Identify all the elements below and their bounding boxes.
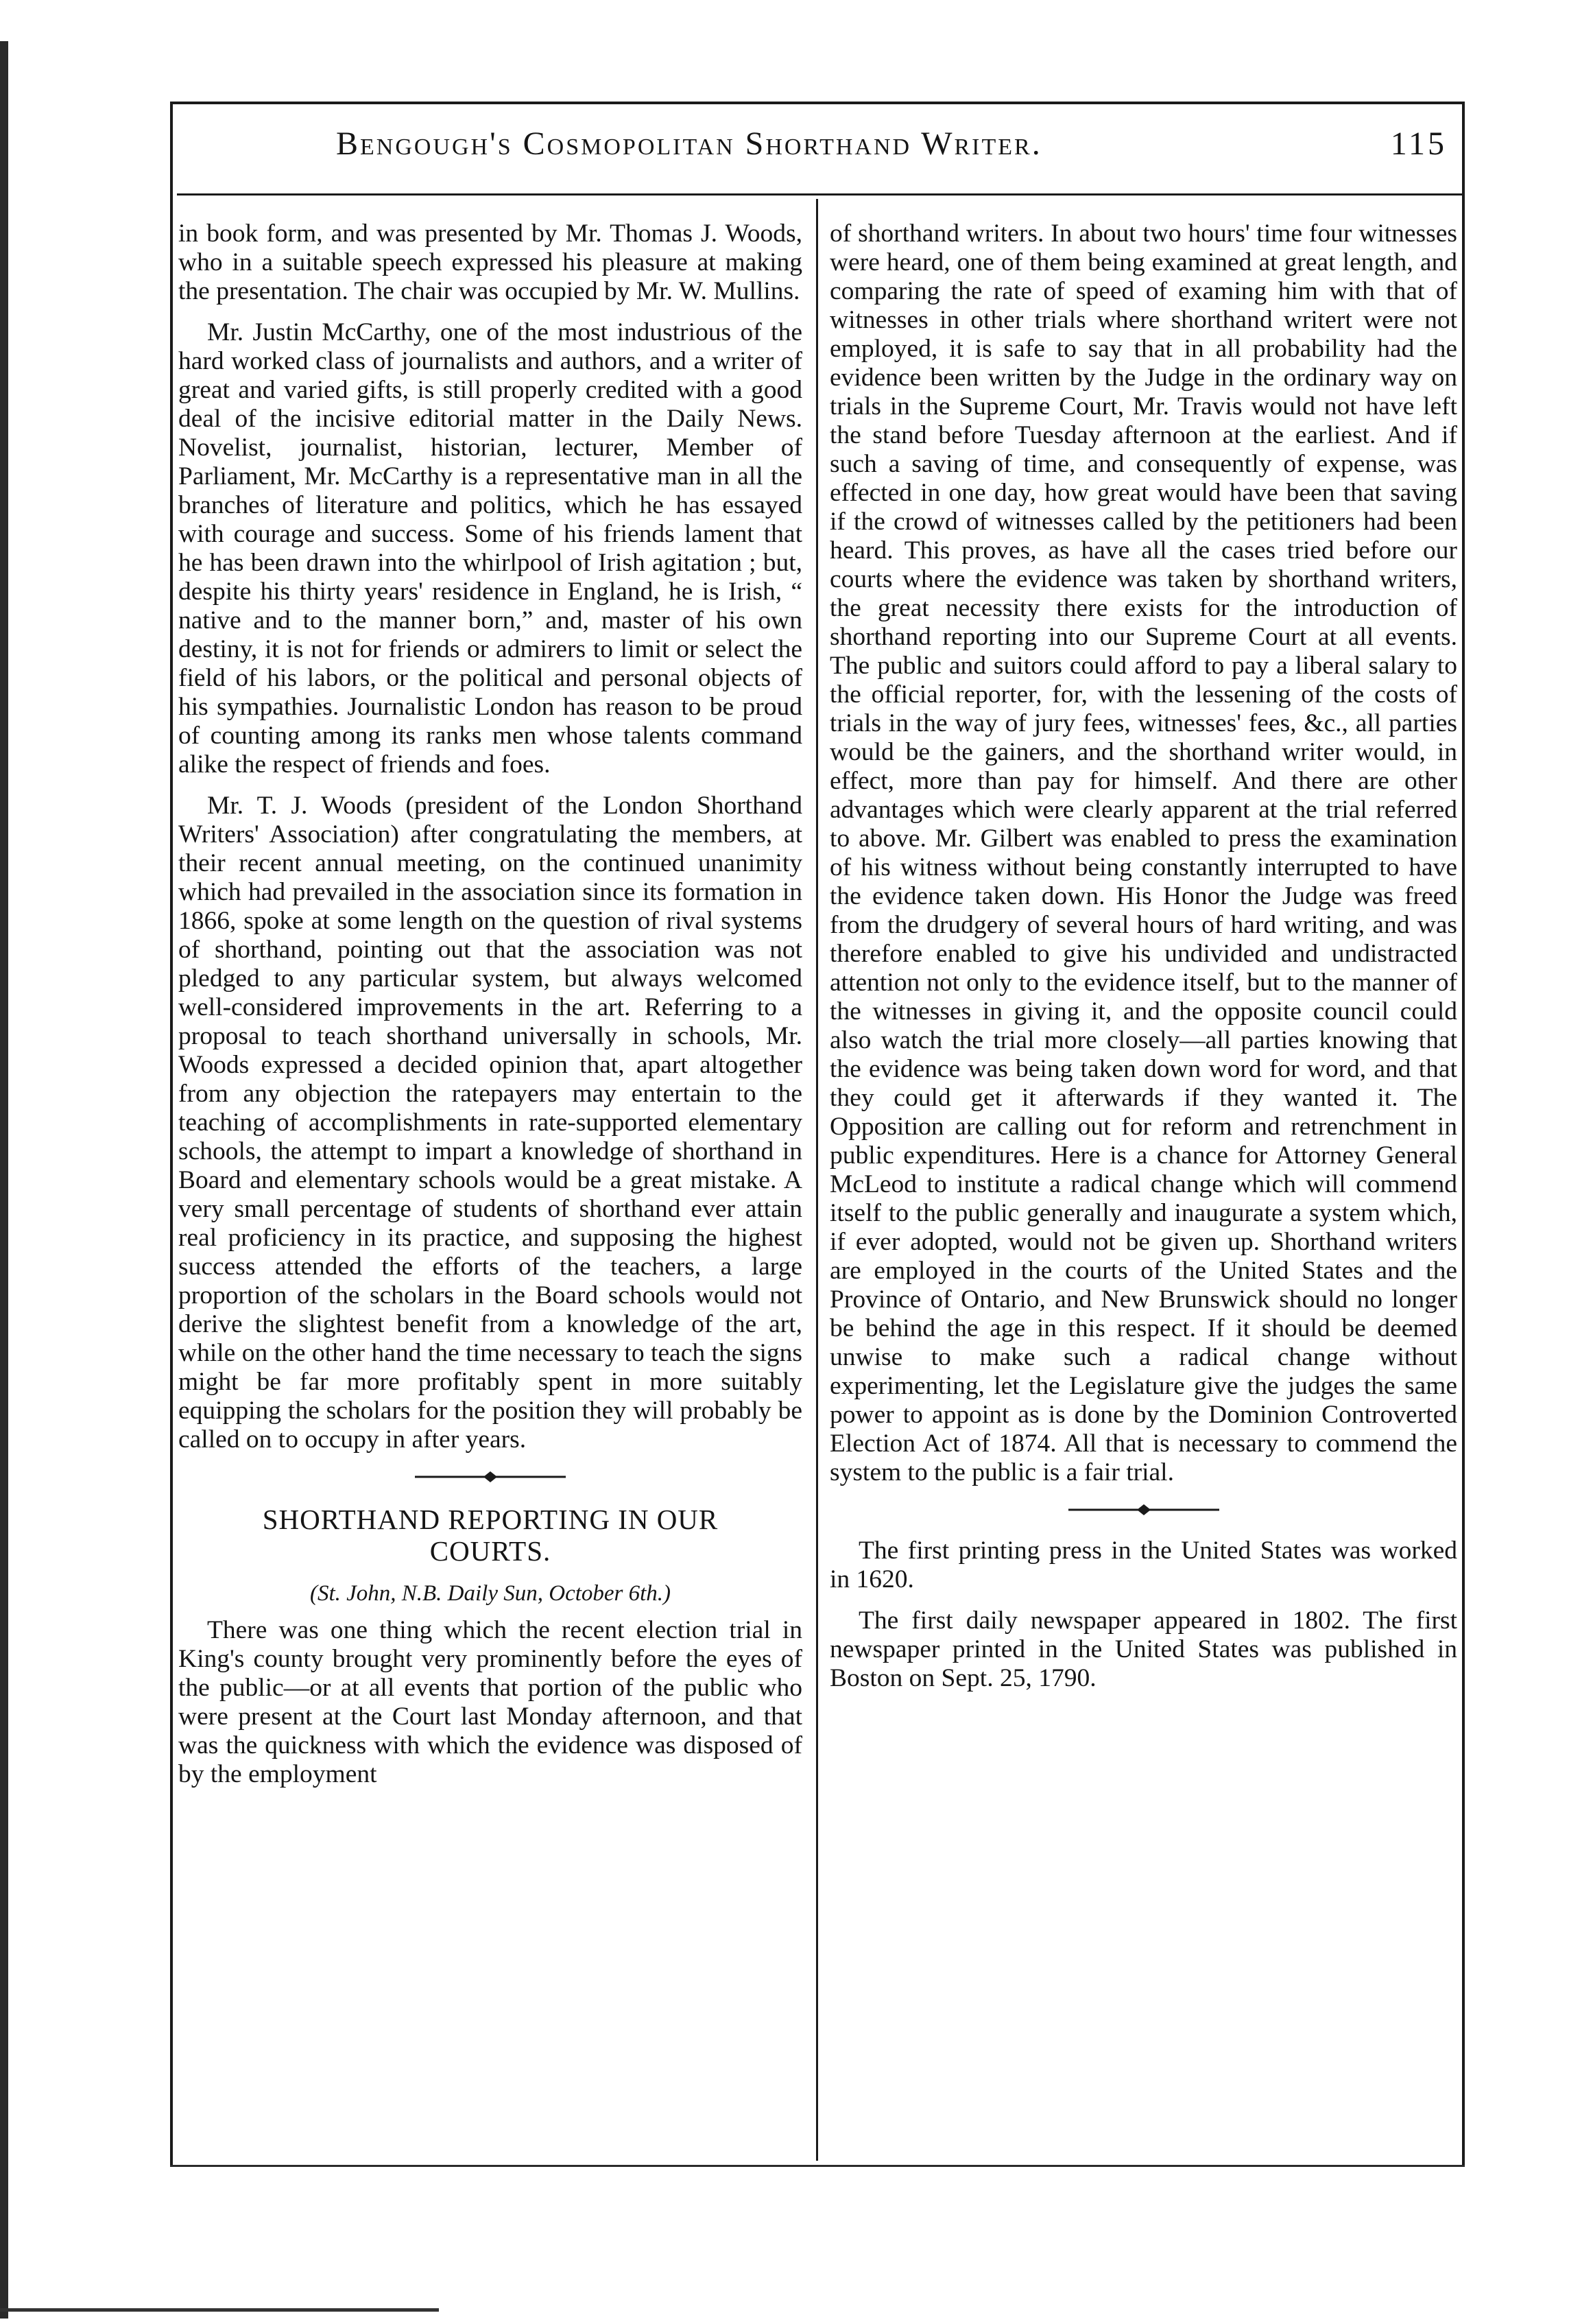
paragraph: There was one thing which the recent election trial in King's county brought very prominently before the eyes of the public—or at all events that portion of the public who were present at the Court last Monday afternoon, and that was the quickness with which the evidence was disposed of by the employment xyxy=(178,1616,802,1788)
page-frame-left xyxy=(170,102,173,2166)
left-column xyxy=(178,220,802,1801)
section-heading-line: SHORTHAND REPORTING IN OUR xyxy=(262,1504,719,1535)
column-divider xyxy=(816,199,818,2161)
section-ornament xyxy=(1068,1502,1219,1517)
section-source: (St. John, N.B. Daily Sun, October 6th.) xyxy=(309,1581,671,1606)
scan-edge-left xyxy=(0,41,8,2319)
paragraph: in book form, and was presented by Mr. Thomas J. Woods, who in a suitable speech expressed his pleasure at making the presentation. The chair was occupied by Mr. W. Mullins. xyxy=(178,220,802,305)
paragraph: Mr. Justin McCarthy, one of the most industrious of the hard worked class of journalists and authors, and a writer of great and varied gifts, is still properly credited with a good deal of the incisive editorial matter in the Daily News. Novelist, journalist, historian, lecturer, Member of Parliament, Mr. McCarthy is a representative man in all the branches of literature and politics, which he has essayed with courage and success. Some of his friends lament that he has been drawn into the whirlpool of Irish agitation ; but, despite his thirty years' residence in England, he is Irish, “ native and to the manner born,” and, master of his own destiny, it is not for friends or admirers to limit or select the field of his labors, or the political and personal objects of his sympathies. Journalistic London has reason to be proud of counting among its ranks men whose talents command alike the respect of friends and foes. xyxy=(178,318,802,779)
page-frame-bottom xyxy=(170,2165,1465,2167)
paragraph: The first printing press in the United States was worked in 1620. xyxy=(830,1537,1457,1593)
paragraph: The first daily newspaper appeared in 1802. The first newspaper printed in the United States was published in Boston on Sept. 25, 1790. xyxy=(830,1606,1457,1692)
page-frame-right xyxy=(1462,102,1465,2166)
scan-edge-bottom xyxy=(0,2308,439,2312)
page-header xyxy=(206,125,1447,180)
paragraph: of shorthand writers. In about two hours' time four witnesses were heard, one of them being examined at great length, and comparing the rate of speed of examing him with that of witnesses in other trials where shorthand writert were not employed, it is safe to say that in all probability had the evidence been written by the Judge in the ordinary way on trials in the Supreme Court, Mr. Travis would not have left the stand before Tuesday afternoon at the earliest. And if such a saving of time, and consequently of expense, was effected in one day, how great would have been that saving if the crowd of witnesses called by the petitioners had been heard. This proves, as have all the cases tried before our courts where the evidence was taken by shorthand writers, the great necessity there exists for the introduction of shorthand reporting into our Supreme Court at all events. The public and suitors could afford to pay a liberal salary to the official reporter, for, with the lessening of the costs of trials in the way of jury fees, witnesses' fees, &c., all parties would be the gainers, and the shorthand writer would, in effect, more than pay for himself. And there are other advantages which were clearly apparent at the trial referred to above. Mr. Gilbert was enabled to press the examination of his witness without being constantly interrupted to have the evidence taken down. His Honor the Judge was freed from the drudgery of several hours of hard writing, and was therefore enabled to give his undivided and undistracted attention not only to the evidence itself, but to the manner of the witnesses in giving it, and the opposite council could also watch the trial more closely—all parties knowing that the evidence was being taken down word for word, and that they could get it afterwards if they wanted it. The Opposition are calling out for reform and retrenchment in public expenditures. Here is a chance for Attorney General McLeod to institute a radical change which will commend itself to the public generally and inaugurate a system which, if ever adopted, would not be given up. Shorthand writers are employed in the courts of the United States and the Province of Ontario, and New Brunswick should no longer be behind the age in this respect. If it should be deemed unwise to make such a radical change without experimenting, let the Legislature give the judges the same power to appoint as is done by the Dominion Controverted Election Act of 1874. All that is necessary to commend the system to the public is a fair trial. xyxy=(830,220,1457,1486)
section-heading-line: COURTS. xyxy=(429,1535,551,1567)
right-column xyxy=(830,220,1457,1705)
running-title: Bengough's Cosmopolitan Shorthand Writer. xyxy=(336,126,1042,162)
page-number: 115 xyxy=(1390,126,1447,162)
section-ornament xyxy=(415,1469,566,1484)
page-frame-top xyxy=(170,102,1465,104)
section-heading xyxy=(178,1504,802,1567)
paragraph: Mr. T. J. Woods (president of the London Shorthand Writers' Association) after congratulating the members, at their recent annual meeting, on the continued unanimity which had prevailed in the association since its formation in 1866, spoke at some length on the question of rival systems of shorthand, pointing out that the association was not pledged to any particular system, but always welcomed well-considered improvements in the art. Referring to a proposal to teach shorthand universally in schools, Mr. Woods expressed a decided opinion that, apart altogether from any objection the ratepayers may entertain to the teaching of accomplishments in rate-supported elementary schools, the attempt to impart a knowledge of shorthand in Board and elementary schools would be a great mistake. A very small percentage of students of shorthand ever attain real proficiency in its practice, and supposing the highest success attended the efforts of the teachers, a large proportion of the scholars in the Board schools would not derive the slightest benefit from a knowledge of the art, while on the other hand the time necessary to teach the signs might be far more profitably spent in more suitably equipping the scholars for the position they will probably be called on to occupy in after years. xyxy=(178,792,802,1454)
header-rule xyxy=(177,193,1462,195)
